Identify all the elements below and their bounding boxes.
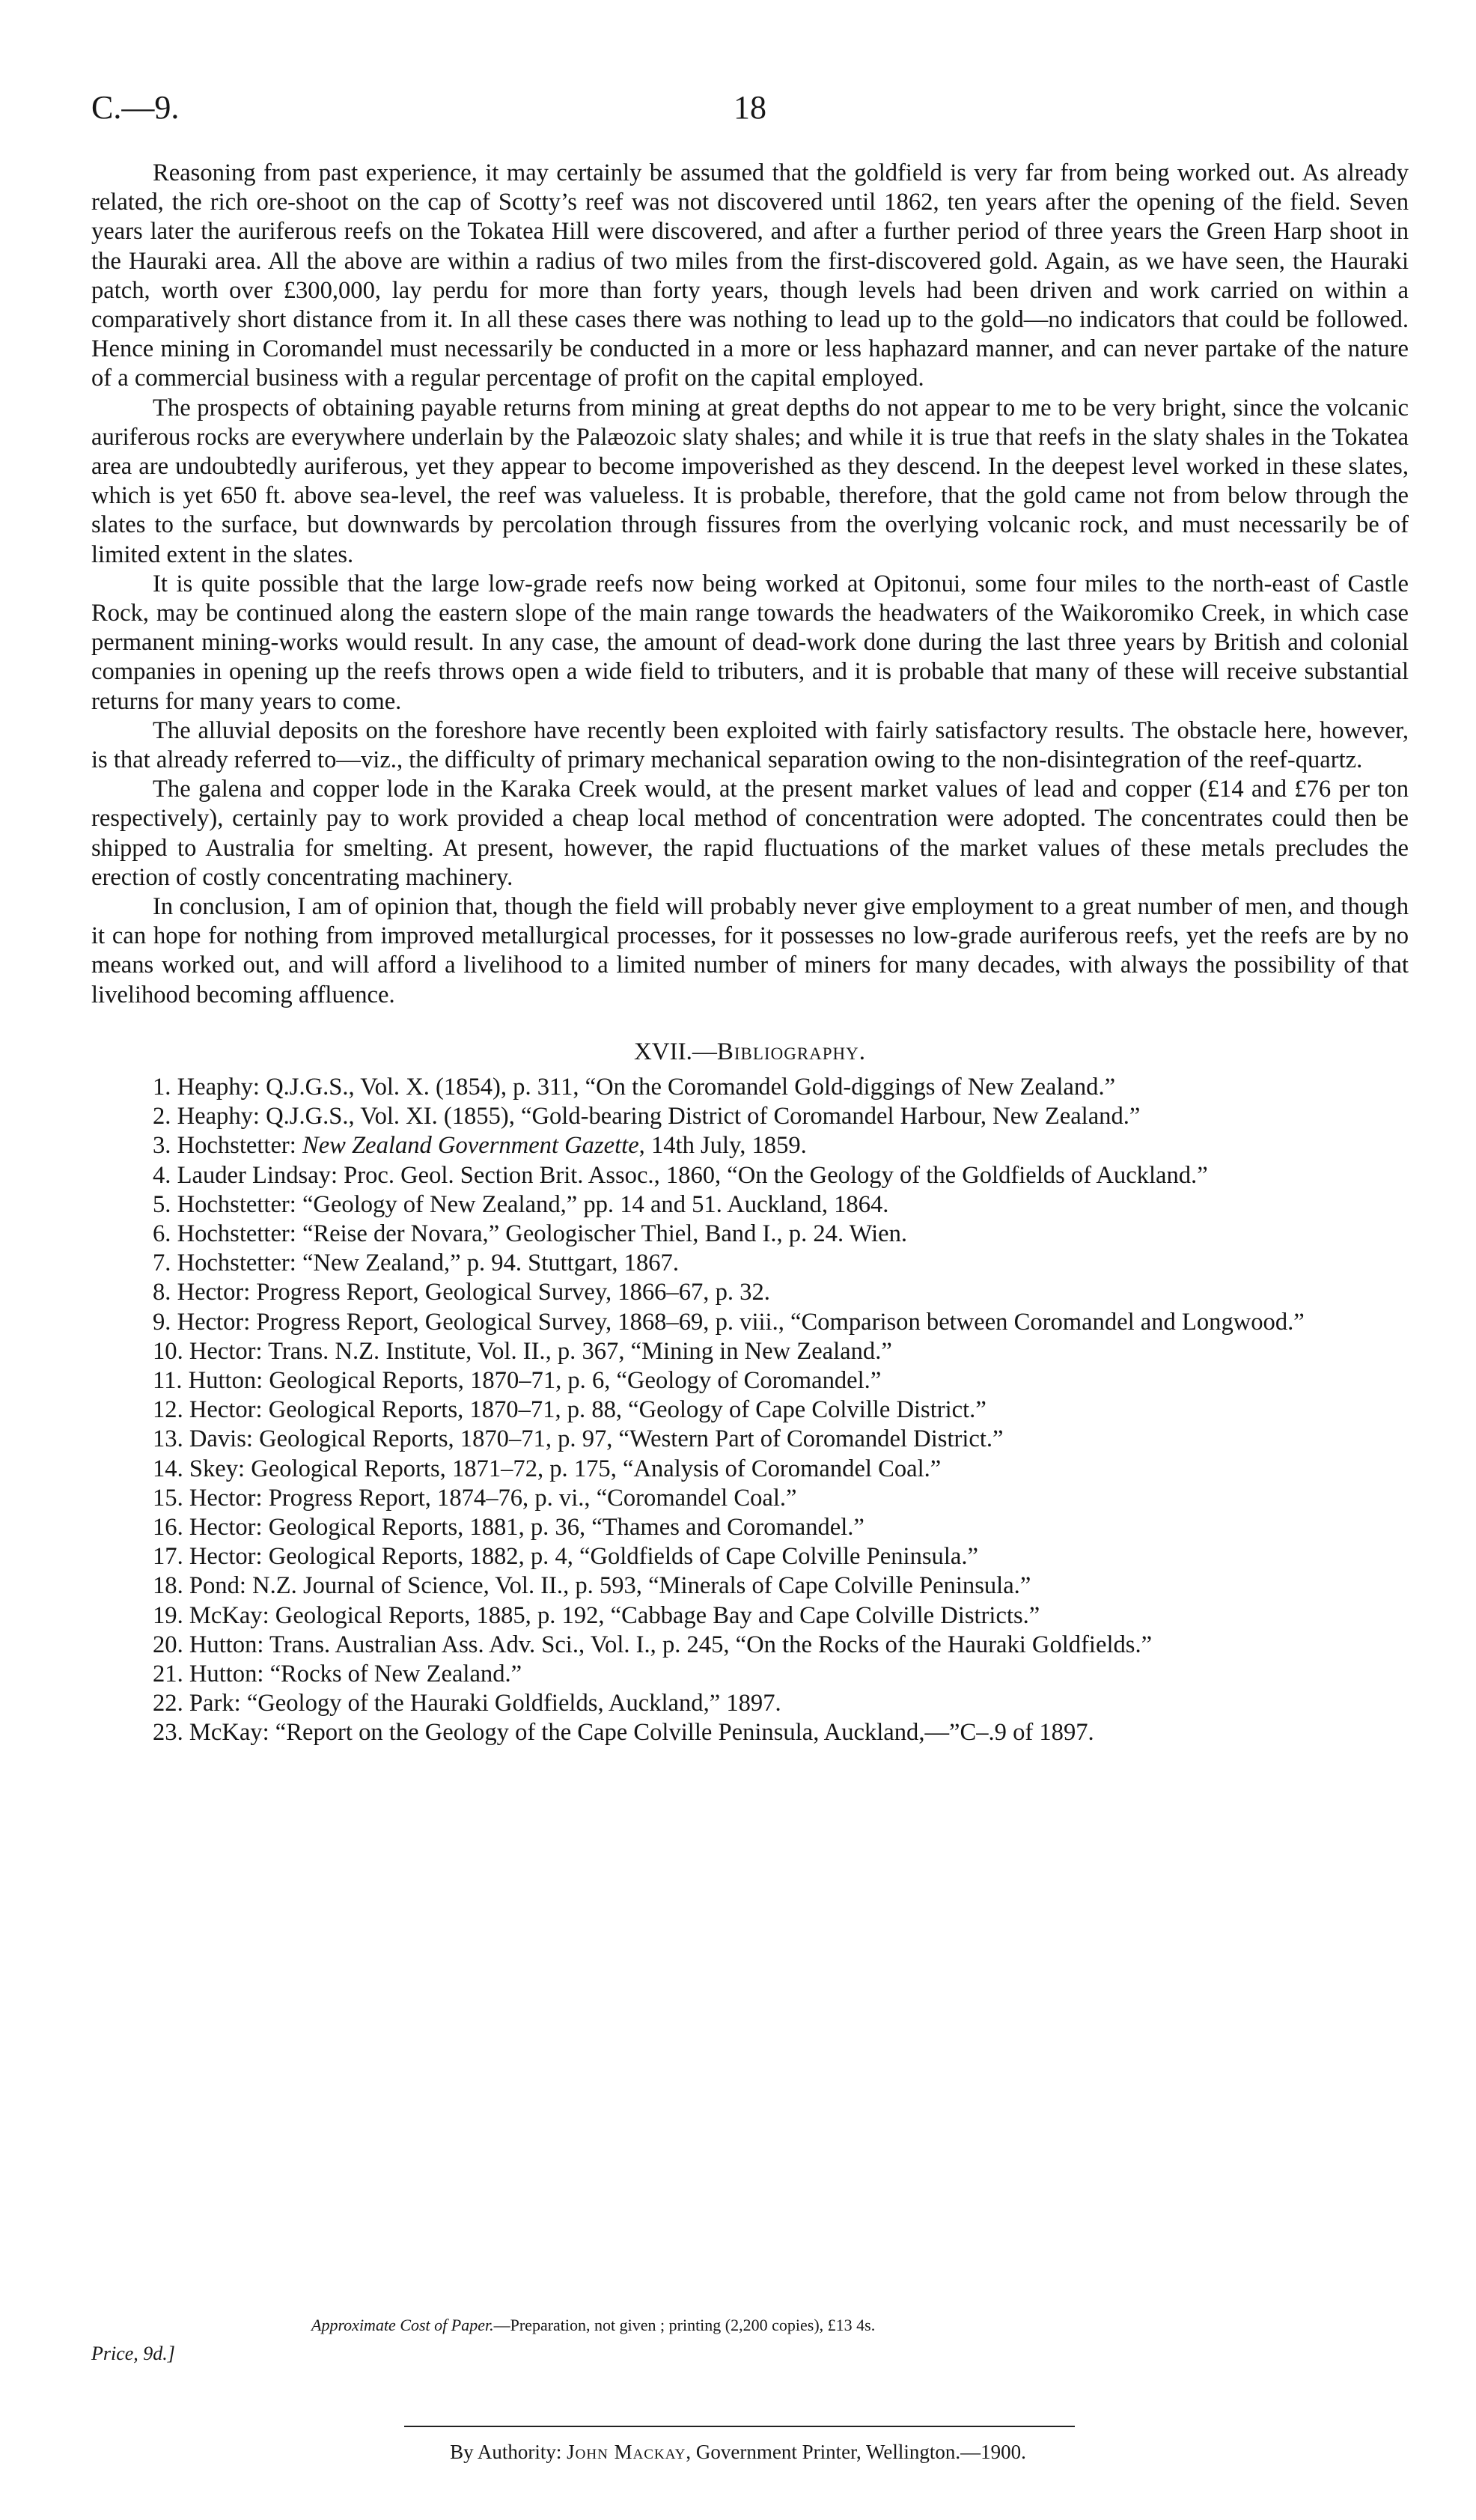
bibliography-entry [91, 1308, 1409, 1337]
entry-author: Hochstetter: [177, 1250, 296, 1277]
bibliography-entry [91, 1689, 1409, 1718]
bibliography-entry [91, 1102, 1409, 1131]
entry-author: McKay: [189, 1719, 269, 1747]
imprint-prefix: By Authority: [450, 2441, 567, 2463]
entry-author: Hutton: [189, 1660, 264, 1687]
entry-number: 13. [153, 1425, 183, 1453]
entry-number: 21. [153, 1660, 183, 1687]
document-reference: C.—9. [91, 89, 180, 126]
entry-citation: Progress Report, Geological Survey, 1866–67, p. 32. [250, 1279, 770, 1306]
bibliography-list [91, 1073, 1409, 1748]
entry-author: Hector: [189, 1337, 263, 1365]
entry-number: 14. [153, 1455, 183, 1482]
bibliography-entry [91, 1220, 1409, 1249]
bibliography-entry [91, 1161, 1409, 1190]
entry-citation: Geological Reports, 1881, p. 36, “Thames and Coromandel.” [262, 1513, 864, 1541]
entry-author: McKay: [189, 1601, 269, 1629]
entry-citation: Q.J.G.S., Vol. XI. (1855), “Gold-bearing District of Coromandel Harbour, New Zealand.” [259, 1103, 1141, 1130]
paragraph: The galena and copper lode in the Karaka Creek would, at the present market values of lead and copper (£14 and £76 per ton respectively), certainly pay to work provided a cheap local method of concentration were adopted. The concentrates could then be shipped to Australia for smelting. At present, however, the rapid fluctuations of the market values of these metals precludes the erection of costly concentrating machinery. [91, 776, 1409, 891]
entry-citation: “Report on the Geology of the Cape Colville Peninsula, Auckland,—”C–.9 of 1897. [269, 1719, 1094, 1747]
entry-number: 3. [153, 1132, 171, 1160]
entry-author: Hector: [177, 1308, 251, 1336]
paragraph: In conclusion, I am of opinion that, though the field will probably never give employment to a great number of men, and though it can hope for nothing from improved metallurgical processes, for it possesses no low-grade auriferous reefs, yet the reefs are by no means worked out, and will afford a livelihood to a limited number of miners for many decades, with always the possibility of that livelihood becoming affluence. [91, 893, 1409, 1008]
entry-number: 5. [153, 1190, 171, 1218]
cost-of-paper-text: —Preparation, not given ; printing (2,200 copies), £13 4s. [493, 2316, 876, 2334]
price-note: Price, 9d.] [91, 2343, 175, 2364]
entry-number: 6. [153, 1220, 171, 1247]
bibliography-entry [91, 1542, 1409, 1571]
entry-number: 23. [153, 1719, 183, 1747]
paragraph: The alluvial deposits on the foreshore have recently been exploited with fairly satisfactory results. The obstacle here, however, is that already referred to—viz., the difficulty of primary mechanical separation owing to the non-disintegration of the reef-quartz. [91, 716, 1409, 774]
entry-citation: Geological Reports, 1885, p. 192, “Cabbage Bay and Cape Colville Districts.” [269, 1601, 1040, 1629]
bibliography-entry [91, 1718, 1409, 1747]
bibliography-entry [91, 1337, 1409, 1366]
entry-number: 8. [153, 1279, 171, 1306]
paragraph: The prospects of obtaining payable returns from mining at great depths do not appear to me to be very bright, since the volcanic auriferous rocks are everywhere underlain by the Palæozoic slaty shales; and while it is true that reefs in the slaty shales in the Tokatea area are undoubtedly auriferous, yet they appear to become impoverished as they descend. In the deepest level worked in these slates, which is yet 650 ft. above sea-level, the reef was valueless. It is probable, therefore, that the gold came not from below through the slates to the surface, but downwards by percolation through fissures from the overlying volcanic rock, and must necessarily be of limited extent in the slates. [91, 394, 1409, 568]
entry-citation: Geological Reports, 1870–71, p. 6, “Geology of Coromandel.” [263, 1366, 882, 1394]
page-number: 18 [734, 89, 766, 126]
entry-citation: Q.J.G.S., Vol. X. (1854), p. 311, “On the Coromandel Gold-diggings of New Zealand.” [259, 1073, 1116, 1101]
bibliography-entry [91, 1513, 1409, 1542]
bibliography-entry [91, 1631, 1409, 1660]
entry-citation: Trans. N.Z. Institute, Vol. II., p. 367, “Mining in New Zealand.” [262, 1337, 892, 1365]
entry-citation: “Geology of the Hauraki Goldfields, Auckland,” 1897. [240, 1690, 781, 1717]
bibliography-heading [91, 1035, 1409, 1068]
entry-number: 9. [153, 1308, 171, 1336]
bibliography-heading-number: XVII.— [633, 1038, 717, 1065]
bibliography-entry [91, 1131, 1409, 1160]
body-text [91, 159, 1409, 1748]
entry-author: Davis: [189, 1425, 253, 1453]
entry-citation: Geological Reports, 1870–71, p. 97, “Western Part of Coromandel District.” [252, 1425, 1004, 1453]
entry-number: 15. [153, 1484, 183, 1512]
entry-number: 10. [153, 1337, 183, 1365]
cost-of-paper-label: Approximate Cost of Paper. [311, 2316, 494, 2334]
entry-author: Hector: [177, 1279, 251, 1306]
entry-author: Heaphy: [177, 1073, 260, 1101]
entry-citation: “Reise der Novara,” Geologischer Thiel, Band I., p. 24. Wien. [296, 1220, 908, 1247]
entry-author: Hector: [189, 1513, 263, 1541]
entry-citation [296, 1132, 302, 1159]
page-header [91, 87, 1409, 132]
bibliography-entry [91, 1660, 1409, 1689]
entry-citation: Geological Reports, 1870–71, p. 88, “Geology of Cape Colville District.” [262, 1396, 986, 1424]
entry-author: Hochstetter: [177, 1190, 296, 1218]
entry-author: Hutton: [188, 1366, 263, 1394]
bibliography-heading-word: Bibliography. [716, 1038, 867, 1065]
entry-number: 2. [153, 1103, 171, 1130]
bibliography-entry [91, 1249, 1409, 1278]
entry-number: 18. [153, 1572, 183, 1600]
bibliography-entry [91, 1455, 1409, 1484]
printer-imprint [0, 2439, 1476, 2465]
entry-author: Hochstetter: [177, 1132, 296, 1160]
entry-number: 22. [153, 1690, 183, 1717]
bibliography-entry [91, 1073, 1409, 1102]
entry-citation: “Rocks of New Zealand.” [263, 1660, 522, 1687]
entry-citation: “New Zealand,” p. 94. Stuttgart, 1867. [296, 1250, 679, 1277]
entry-citation-italic: New Zealand Government Gazette [302, 1132, 639, 1160]
entry-number: 1. [153, 1073, 171, 1101]
bibliography-entry [91, 1571, 1409, 1601]
entry-citation: Geological Reports, 1882, p. 4, “Goldfields of Cape Colville Peninsula.” [262, 1543, 978, 1571]
entry-citation-tail: , 14th July, 1859. [638, 1132, 807, 1160]
paragraph: Reasoning from past experience, it may certainly be assumed that the goldfield is very far from being worked out. As already related, the rich ore-shoot on the cap of Scotty’s reef was not discovered until 1862, ten years after the opening of the field. Seven years later the auriferous reefs on the Tokatea Hill were discovered, and after a further period of three years the Green Harp shoot in the Hauraki area. All the above are within a radius of two miles from the first-discovered gold. Again, as we have seen, the Hauraki patch, worth over £300,000, lay perdu for more than forty years, though levels had been driven and work carried on within a comparatively short distance from it. In all these cases there was nothing to lead up to the gold—no indicators that could be followed. Hence mining in Coromandel must necessarily be conducted in a more or less haphazard manner, and can never partake of the nature of a commercial business with a regular percentage of profit on the capital employed. [91, 159, 1409, 392]
entry-author: Hector: [189, 1396, 263, 1424]
entry-citation: Progress Report, Geological Survey, 1868–69, p. viii., “Comparison between Coromandel and Longwood.” [250, 1308, 1305, 1336]
imprint-suffix: , Government Printer, Wellington.—1900. [686, 2441, 1026, 2463]
footer-divider [404, 2426, 1075, 2427]
entry-author: Park: [189, 1690, 241, 1717]
entry-citation: N.Z. Journal of Science, Vol. II., p. 593, “Minerals of Cape Colville Peninsula.” [246, 1572, 1031, 1600]
entry-number: 16. [153, 1513, 183, 1541]
entry-citation: Trans. Australian Ass. Adv. Sci., Vol. I., p. 245, “On the Rocks of the Hauraki Goldfields.” [263, 1631, 1153, 1658]
bibliography-entry [91, 1366, 1409, 1396]
bibliography-entry [91, 1425, 1409, 1454]
paragraph: It is quite possible that the large low-grade reefs now being worked at Opitonui, some four miles to the north-east of Castle Rock, may be continued along the eastern slope of the main range towards the headwaters of the Waikoromiko Creek, in which case permanent mining-works would result. In any case, the amount of dead-work done during the last three years by British and colonial companies in opening up the reefs throws open a wide field to tributers, and it is probable that many of these will receive substantial returns for many years to come. [91, 570, 1409, 715]
bibliography-entry [91, 1190, 1409, 1220]
entry-citation: Progress Report, 1874–76, p. vi., “Coromandel Coal.” [262, 1484, 797, 1512]
entry-author: Hector: [189, 1484, 263, 1512]
bibliography-entry [91, 1601, 1409, 1631]
entry-number: 4. [153, 1161, 171, 1189]
entry-number: 19. [153, 1601, 183, 1629]
entry-number: 12. [153, 1396, 183, 1424]
entry-author: Heaphy: [177, 1103, 260, 1130]
entry-author: Skey: [189, 1455, 246, 1482]
entry-author: Hector: [189, 1543, 263, 1571]
entry-author: Hochstetter: [177, 1220, 296, 1247]
entry-number: 7. [153, 1250, 171, 1277]
bibliography-entry [91, 1484, 1409, 1513]
bibliography-entry [91, 1396, 1409, 1425]
bibliography-entry [91, 1278, 1409, 1307]
entry-number: 11. [153, 1366, 183, 1394]
cost-of-paper-note [311, 2315, 1239, 2336]
entry-author: Hutton: [189, 1631, 264, 1658]
entry-author: Lauder Lindsay: [177, 1161, 338, 1189]
entry-number: 17. [153, 1543, 183, 1571]
entry-citation: Proc. Geol. Section Brit. Assoc., 1860, “On the Geology of the Goldfields of Auckland.” [338, 1161, 1208, 1189]
entry-citation: “Geology of New Zealand,” pp. 14 and 51. Auckland, 1864. [296, 1190, 889, 1218]
entry-number: 20. [153, 1631, 183, 1658]
imprint-printer-name: John Mackay [567, 2441, 686, 2463]
entry-author: Pond: [189, 1572, 246, 1600]
entry-citation: Geological Reports, 1871–72, p. 175, “Analysis of Coromandel Coal.” [245, 1455, 942, 1482]
